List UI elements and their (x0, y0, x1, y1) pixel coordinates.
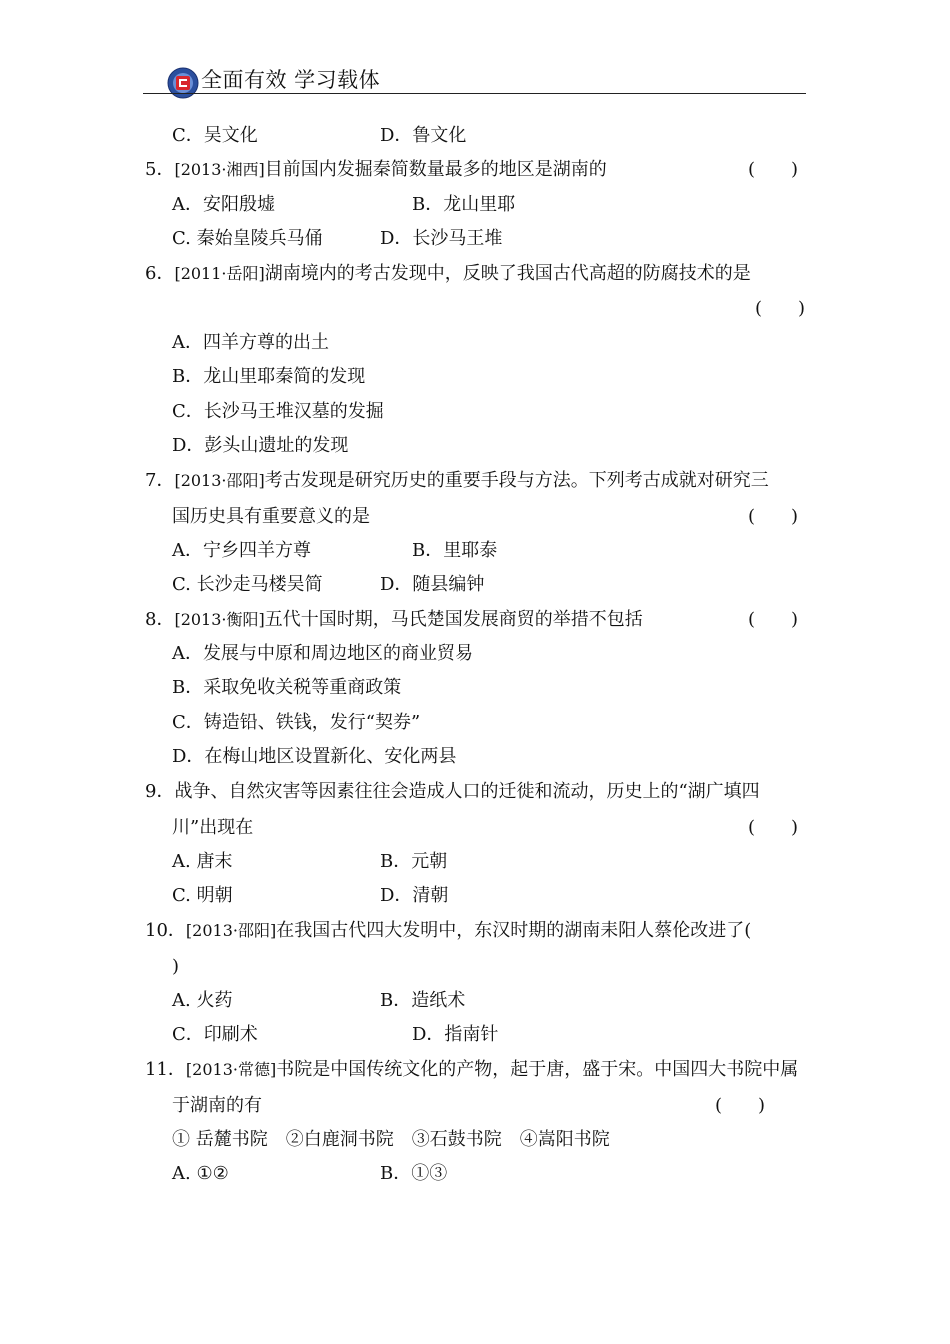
q5-option-d: D．长沙马王堆 (380, 228, 503, 249)
q5-text: 目前国内发掘秦简数量最多的地区是湖南的 (264, 159, 607, 180)
q4-option-c: C．吴文化 (172, 125, 258, 146)
q10-number: 10． (145, 920, 186, 941)
q10-source: [2013·邵阳] (185, 921, 277, 940)
q10-stem (145, 919, 751, 943)
q5-stem (145, 158, 607, 182)
q7-option-c: C. 长沙走马楼吴简 (172, 574, 323, 595)
q10-option-d: D．指南针 (412, 1024, 499, 1045)
q8-option-a: A．发展与中原和周边地区的商业贸易 (172, 643, 473, 664)
q6-source: [2011·岳阳] (174, 264, 265, 283)
q11-source: [2013·常德] (185, 1060, 277, 1079)
q6-option-d: D．彭头山遗址的发现 (172, 435, 349, 456)
header-divider (143, 93, 806, 94)
q7-option-d: D．随县编钟 (380, 574, 485, 595)
q7-stem (145, 469, 769, 493)
q5-number: 5． (145, 159, 175, 180)
q5-option-c: C. 秦始皇陵兵马俑 (172, 228, 323, 249)
q8-source: [2013·衡阳] (174, 610, 265, 629)
q11-stem-cont: 于湖南的有 (172, 1095, 262, 1116)
q9-answer-blank: ( ) (748, 817, 799, 838)
q8-number: 8． (145, 609, 175, 630)
q7-option-b: B．里耶泰 (412, 540, 498, 561)
q5-option-a: A．安阳殷墟 (172, 194, 275, 215)
q6-answer-blank: ( ) (755, 298, 806, 319)
q5-option-b: B．龙山里耶 (412, 194, 516, 215)
q11-stem (145, 1058, 798, 1082)
q8-text: 五代十国时期，马氏楚国发展商贸的举措不包括 (264, 609, 643, 630)
q8-stem (145, 608, 643, 632)
q7-text: 考古发现是研究历史的重要手段与方法。下列考古成就对研究三 (264, 470, 769, 491)
q6-text: 湖南境内的考古发现中，反映了我国古代高超的防腐技术的是 (264, 263, 751, 284)
q9-stem (145, 780, 760, 804)
q8-option-b: B．采取免收关税等重商政策 (172, 677, 402, 698)
q9-text: 战争、自然灾害等因素往往会造成人口的迁徙和流动，历史上的“湖广填四 (174, 781, 760, 802)
q11-answer-blank: ( ) (715, 1095, 766, 1116)
q6-stem (145, 262, 751, 286)
q7-answer-blank: ( ) (748, 506, 799, 527)
page-header (143, 62, 806, 96)
q11-items: ① 岳麓书院 ②白鹿洞书院 ③石鼓书院 ④嵩阳书院 (172, 1129, 610, 1150)
q6-option-c: C．长沙马王堆汉墓的发掘 (172, 401, 384, 422)
q5-source: [2013·湘西] (174, 160, 265, 179)
q11-option-a: A. ①② (172, 1163, 229, 1184)
q9-option-c: C. 明朝 (172, 885, 233, 906)
q10-stem-cont: ) (172, 956, 180, 977)
q8-option-c: C．铸造铅、铁钱，发行“契券” (172, 712, 421, 733)
q9-option-a: A. 唐末 (172, 851, 233, 872)
q8-option-d: D．在梅山地区设置新化、安化两县 (172, 746, 457, 767)
q10-option-a: A. 火药 (172, 990, 233, 1011)
q7-number: 7． (145, 470, 175, 491)
q9-option-b: B．元朝 (380, 851, 448, 872)
header-title: 全面有效 学习载体 (201, 68, 381, 92)
school-emblem-icon (167, 67, 199, 99)
q9-option-d: D．清朝 (380, 885, 449, 906)
q10-option-b: B．造纸术 (380, 990, 466, 1011)
q6-option-a: A．四羊方尊的出土 (172, 332, 329, 353)
q6-option-b: B．龙山里耶秦简的发现 (172, 366, 366, 387)
q11-text: 书院是中国传统文化的产物，起于唐，盛于宋。中国四大书院中属 (276, 1059, 799, 1080)
q7-stem-cont: 国历史具有重要意义的是 (172, 506, 370, 527)
q10-text: 在我国古代四大发明中，东汉时期的湖南耒阳人蔡伦改进了( (276, 920, 752, 941)
q5-answer-blank: ( ) (748, 159, 799, 180)
q10-option-c: C．印刷术 (172, 1024, 258, 1045)
q11-number: 11． (145, 1059, 186, 1080)
q9-stem-cont: 川”出现在 (172, 817, 254, 838)
q8-answer-blank: ( ) (748, 609, 799, 630)
q9-number: 9． (145, 781, 175, 802)
q4-option-d: D．鲁文化 (380, 125, 467, 146)
q7-source: [2013·邵阳] (174, 471, 265, 490)
q6-number: 6． (145, 263, 175, 284)
q7-option-a: A．宁乡四羊方尊 (172, 540, 311, 561)
q11-option-b: B．①③ (380, 1163, 448, 1184)
